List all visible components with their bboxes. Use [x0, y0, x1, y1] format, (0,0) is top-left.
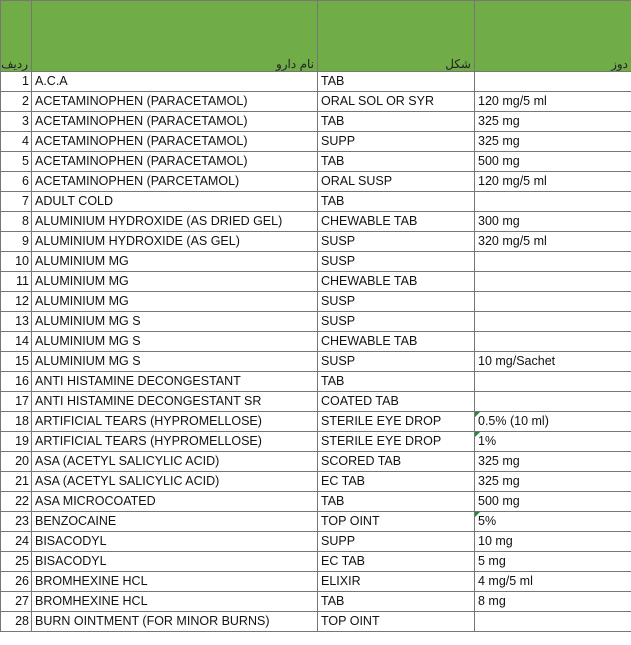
row-number-cell[interactable]: 8 — [1, 212, 32, 232]
table-row — [1, 292, 631, 312]
drug-name-cell[interactable]: BROMHEXINE HCL — [32, 592, 318, 612]
table-row — [1, 552, 631, 572]
dosage-form-cell[interactable]: STERILE EYE DROP — [318, 432, 475, 452]
table-row — [1, 532, 631, 552]
dosage-form-cell[interactable]: TOP OINT — [318, 612, 475, 632]
row-number-cell[interactable]: 14 — [1, 332, 32, 352]
dosage-form-cell[interactable]: TAB — [318, 112, 475, 132]
drug-name-cell[interactable]: ADULT COLD — [32, 192, 318, 212]
row-number-cell[interactable]: 15 — [1, 352, 32, 372]
table-body — [1, 72, 631, 632]
drug-name-cell[interactable]: ALUMINIUM MG S — [32, 352, 318, 372]
dose-cell[interactable] — [475, 272, 631, 292]
dose-cell[interactable]: 325 mg — [475, 112, 631, 132]
drug-name-cell[interactable]: ARTIFICIAL TEARS (HYPROMELLOSE) — [32, 432, 318, 452]
table-row — [1, 172, 631, 192]
drug-name-cell[interactable]: A.C.A — [32, 72, 318, 92]
table-row — [1, 352, 631, 372]
drug-name-cell[interactable]: ASA (ACETYL SALICYLIC ACID) — [32, 452, 318, 472]
dose-cell[interactable] — [475, 332, 631, 352]
dosage-form-cell[interactable]: TAB — [318, 72, 475, 92]
table-row — [1, 192, 631, 212]
dose-cell[interactable]: 325 mg — [475, 472, 631, 492]
table-row — [1, 92, 631, 112]
drug-name-cell[interactable]: ALUMINIUM MG — [32, 292, 318, 312]
drug-name-cell[interactable]: ACETAMINOPHEN (PARACETAMOL) — [32, 112, 318, 132]
table-row — [1, 152, 631, 172]
dose-cell[interactable]: 300 mg — [475, 212, 631, 232]
row-number-cell[interactable]: 20 — [1, 452, 32, 472]
row-number-cell[interactable]: 25 — [1, 552, 32, 572]
dose-cell[interactable]: 4 mg/5 ml — [475, 572, 631, 592]
dosage-form-cell[interactable]: TOP OINT — [318, 512, 475, 532]
dosage-form-cell[interactable]: TAB — [318, 592, 475, 612]
dosage-form-cell[interactable]: TAB — [318, 152, 475, 172]
dosage-form-cell[interactable]: ELIXIR — [318, 572, 475, 592]
table-row — [1, 392, 631, 412]
row-number-cell[interactable]: 13 — [1, 312, 32, 332]
table-row — [1, 272, 631, 292]
dosage-form-cell[interactable]: SUSP — [318, 312, 475, 332]
dosage-form-cell[interactable]: CHEWABLE TAB — [318, 272, 475, 292]
drug-name-cell[interactable]: BROMHEXINE HCL — [32, 572, 318, 592]
dosage-form-cell[interactable]: TAB — [318, 492, 475, 512]
table-row — [1, 72, 631, 92]
dose-cell[interactable]: 325 mg — [475, 132, 631, 152]
dose-cell[interactable] — [475, 312, 631, 332]
dosage-form-cell[interactable]: COATED TAB — [318, 392, 475, 412]
row-number-cell[interactable]: 17 — [1, 392, 32, 412]
drug-name-cell[interactable]: ACETAMINOPHEN (PARACETAMOL) — [32, 132, 318, 152]
drug-name-cell[interactable]: ACETAMINOPHEN (PARCETAMOL) — [32, 172, 318, 192]
header-dosage-form[interactable]: شکل — [318, 1, 475, 72]
header-row — [1, 1, 631, 72]
row-number-cell[interactable]: 18 — [1, 412, 32, 432]
row-number-cell[interactable]: 11 — [1, 272, 32, 292]
dose-cell[interactable]: 500 mg — [475, 152, 631, 172]
row-number-cell[interactable]: 28 — [1, 612, 32, 632]
row-number-cell[interactable]: 27 — [1, 592, 32, 612]
drug-name-cell[interactable]: ALUMINIUM MG S — [32, 312, 318, 332]
row-number-cell[interactable]: 26 — [1, 572, 32, 592]
dose-cell[interactable]: 320 mg/5 ml — [475, 232, 631, 252]
row-number-cell[interactable]: 21 — [1, 472, 32, 492]
drug-name-cell[interactable]: ARTIFICIAL TEARS (HYPROMELLOSE) — [32, 412, 318, 432]
dosage-form-cell[interactable]: TAB — [318, 192, 475, 212]
dosage-form-cell[interactable]: SUSP — [318, 292, 475, 312]
drug-name-cell[interactable]: ANTI HISTAMINE DECONGESTANT SR — [32, 392, 318, 412]
drug-name-cell[interactable]: BURN OINTMENT (FOR MINOR BURNS) — [32, 612, 318, 632]
header-dose[interactable]: دوز — [475, 1, 631, 72]
dosage-form-cell[interactable]: SUSP — [318, 352, 475, 372]
drug-name-cell[interactable]: ALUMINIUM MG — [32, 272, 318, 292]
dose-cell[interactable]: 1% — [475, 432, 631, 452]
drug-name-cell[interactable]: BISACODYL — [32, 552, 318, 572]
dosage-form-cell[interactable]: SUSP — [318, 252, 475, 272]
row-number-cell[interactable]: 6 — [1, 172, 32, 192]
dose-cell[interactable]: 500 mg — [475, 492, 631, 512]
table-header — [1, 1, 631, 72]
row-number-cell[interactable]: 16 — [1, 372, 32, 392]
row-number-cell[interactable]: 23 — [1, 512, 32, 532]
table-row — [1, 572, 631, 592]
row-number-cell[interactable]: 3 — [1, 112, 32, 132]
dosage-form-cell[interactable]: ORAL SOL OR SYR — [318, 92, 475, 112]
drug-name-cell[interactable]: BISACODYL — [32, 532, 318, 552]
row-number-cell[interactable]: 5 — [1, 152, 32, 172]
table-row — [1, 472, 631, 492]
dose-cell[interactable]: 10 mg — [475, 532, 631, 552]
dosage-form-cell[interactable]: EC TAB — [318, 552, 475, 572]
dosage-form-cell[interactable]: SCORED TAB — [318, 452, 475, 472]
table-row — [1, 512, 631, 532]
row-number-cell[interactable]: 12 — [1, 292, 32, 312]
drug-name-cell[interactable]: ALUMINIUM HYDROXIDE (AS DRIED GEL) — [32, 212, 318, 232]
table-row — [1, 212, 631, 232]
dose-cell[interactable]: 120 mg/5 ml — [475, 92, 631, 112]
drug-name-cell[interactable]: ALUMINIUM HYDROXIDE (AS GEL) — [32, 232, 318, 252]
table-row — [1, 412, 631, 432]
row-number-cell[interactable]: 10 — [1, 252, 32, 272]
table-row — [1, 372, 631, 392]
dosage-form-cell[interactable]: SUSP — [318, 232, 475, 252]
dose-cell[interactable]: 5% — [475, 512, 631, 532]
dose-cell[interactable] — [475, 192, 631, 212]
dose-cell[interactable] — [475, 612, 631, 632]
table-row — [1, 312, 631, 332]
dose-cell[interactable]: 10 mg/Sachet — [475, 352, 631, 372]
dose-cell[interactable]: 0.5% (10 ml) — [475, 412, 631, 432]
dose-cell[interactable]: 5 mg — [475, 552, 631, 572]
drug-name-cell[interactable]: ASA (ACETYL SALICYLIC ACID) — [32, 472, 318, 492]
table-row — [1, 612, 631, 632]
dosage-form-cell[interactable]: ORAL SUSP — [318, 172, 475, 192]
dosage-form-cell[interactable]: STERILE EYE DROP — [318, 412, 475, 432]
table-row — [1, 452, 631, 472]
dosage-form-cell[interactable]: EC TAB — [318, 472, 475, 492]
row-number-cell[interactable]: 1 — [1, 72, 32, 92]
table-row — [1, 132, 631, 152]
dose-cell[interactable] — [475, 252, 631, 272]
table-row — [1, 332, 631, 352]
dosage-form-cell[interactable]: SUPP — [318, 532, 475, 552]
table-row — [1, 492, 631, 512]
header-row-number[interactable]: ردیف — [1, 1, 32, 72]
table-row — [1, 252, 631, 272]
dose-cell[interactable]: 8 mg — [475, 592, 631, 612]
table-row — [1, 592, 631, 612]
drug-name-cell[interactable]: ACETAMINOPHEN (PARACETAMOL) — [32, 92, 318, 112]
dose-cell[interactable] — [475, 292, 631, 312]
dose-cell[interactable]: 325 mg — [475, 452, 631, 472]
drug-name-cell[interactable]: ALUMINIUM MG — [32, 252, 318, 272]
dose-cell[interactable] — [475, 72, 631, 92]
row-number-cell[interactable]: 24 — [1, 532, 32, 552]
header-drug-name[interactable]: نام دارو — [32, 1, 318, 72]
drug-name-cell[interactable]: ACETAMINOPHEN (PARACETAMOL) — [32, 152, 318, 172]
table-row — [1, 112, 631, 132]
row-number-cell[interactable]: 22 — [1, 492, 32, 512]
dosage-form-cell[interactable]: TAB — [318, 372, 475, 392]
dose-cell[interactable] — [475, 372, 631, 392]
dosage-form-cell[interactable]: SUPP — [318, 132, 475, 152]
row-number-cell[interactable]: 2 — [1, 92, 32, 112]
row-number-cell[interactable]: 7 — [1, 192, 32, 212]
drug-name-cell[interactable]: ASA MICROCOATED — [32, 492, 318, 512]
row-number-cell[interactable]: 4 — [1, 132, 32, 152]
dosage-form-cell[interactable]: CHEWABLE TAB — [318, 332, 475, 352]
table-row — [1, 432, 631, 452]
drug-name-cell[interactable]: ALUMINIUM MG S — [32, 332, 318, 352]
row-number-cell[interactable]: 9 — [1, 232, 32, 252]
table-row — [1, 232, 631, 252]
dose-cell[interactable]: 120 mg/5 ml — [475, 172, 631, 192]
drug-name-cell[interactable]: BENZOCAINE — [32, 512, 318, 532]
dosage-form-cell[interactable]: CHEWABLE TAB — [318, 212, 475, 232]
drug-name-cell[interactable]: ANTI HISTAMINE DECONGESTANT — [32, 372, 318, 392]
dose-cell[interactable] — [475, 392, 631, 412]
row-number-cell[interactable]: 19 — [1, 432, 32, 452]
